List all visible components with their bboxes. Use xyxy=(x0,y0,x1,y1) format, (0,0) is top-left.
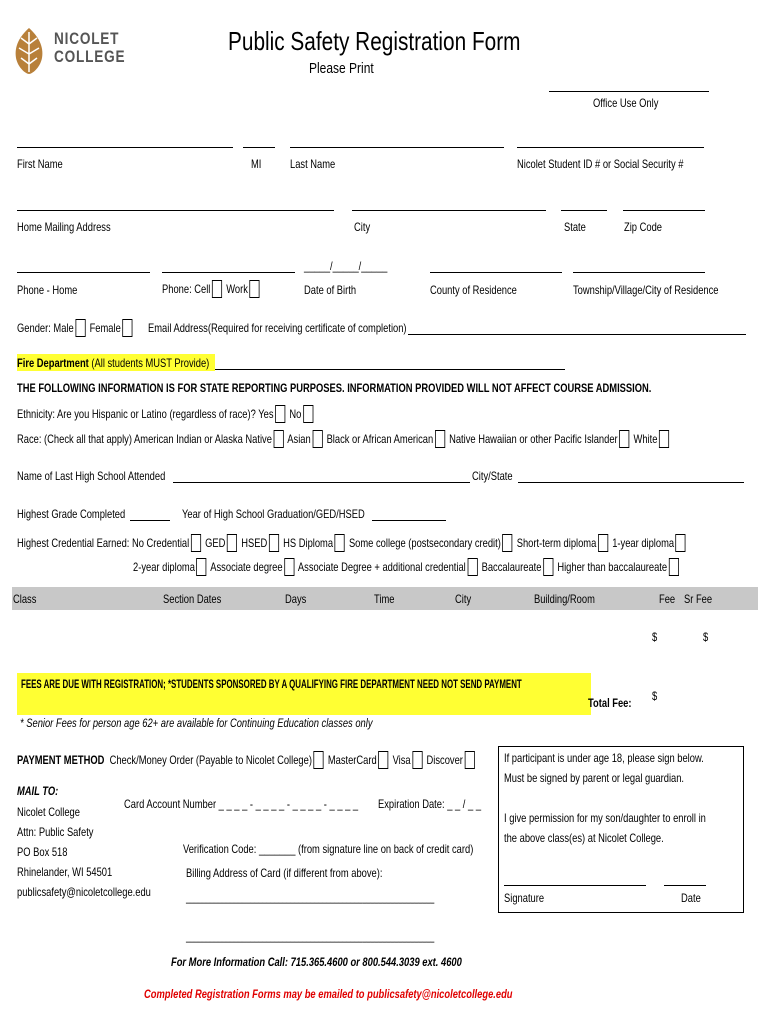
leaf-icon xyxy=(12,26,46,76)
mail-to-label: MAIL TO: xyxy=(17,784,59,798)
race-label: Race: (Check all that apply) American Indian or Alaska Native xyxy=(17,432,272,446)
race-asian-label: Asian xyxy=(287,432,311,446)
email-forms-footer: Completed Registration Forms may be emailed to publicsafety@nicoletcollege.edu xyxy=(144,987,513,1001)
first-name-field[interactable] xyxy=(17,147,233,148)
fees-notice: FEES ARE DUE WITH REGISTRATION; *STUDENTS SPONSORED BY A QUALIFYING FIRE DEPARTMENT NEED NOT SEND PAYMENT xyxy=(21,677,522,691)
city-state-field[interactable] xyxy=(518,482,744,483)
short-term-label: Short-term diploma xyxy=(516,536,597,550)
two-year-label: 2-year diploma xyxy=(133,560,195,574)
ethnicity-yes-checkbox[interactable] xyxy=(275,405,285,423)
county-label: County of Residence xyxy=(430,283,517,297)
guardian-line-4: the above class(es) at Nicolet College. xyxy=(504,831,664,845)
associate-label: Associate degree xyxy=(210,560,283,574)
short-term-checkbox[interactable] xyxy=(598,534,608,552)
county-field[interactable] xyxy=(430,272,562,273)
baccalaureate-label: Baccalaureate xyxy=(481,560,542,574)
race-white-label: White xyxy=(633,432,658,446)
phone-type-row xyxy=(162,280,261,298)
city-field[interactable] xyxy=(352,210,546,211)
guardian-line-3: I give permission for my son/daughter to enroll in xyxy=(504,811,706,825)
higher-label: Higher than baccalaureate xyxy=(557,560,668,574)
credential-row-1 xyxy=(17,534,687,552)
card-number-field[interactable]: Card Account Number _ _ _ _ - _ _ _ _ - _ _ _ _ - _ _ _ _ xyxy=(124,797,359,811)
cell-checkbox[interactable] xyxy=(212,280,222,298)
hsed-checkbox[interactable] xyxy=(269,534,279,552)
student-id-label: Nicolet Student ID # or Social Security # xyxy=(517,157,684,171)
office-use-field[interactable] xyxy=(549,91,709,92)
col-sr-fee: Sr Fee xyxy=(684,592,713,606)
state-field[interactable] xyxy=(561,210,607,211)
fire-dept-label xyxy=(17,356,209,370)
check-checkbox[interactable] xyxy=(314,751,324,769)
email-field[interactable] xyxy=(408,334,746,335)
female-checkbox[interactable] xyxy=(122,319,132,337)
phone-cell-label: Phone: Cell xyxy=(162,282,211,296)
dob-field[interactable]: _____/_____/_____ xyxy=(304,259,388,273)
last-name-field[interactable] xyxy=(290,147,504,148)
form-title: Public Safety Registration Form xyxy=(228,26,521,56)
logo-line-1: NICOLET xyxy=(54,29,120,48)
race-black-checkbox[interactable] xyxy=(435,430,445,448)
hsed-label: HSED xyxy=(241,536,268,550)
col-class: Class xyxy=(13,592,37,606)
gender-male-label: Gender: Male xyxy=(17,321,74,335)
higher-checkbox[interactable] xyxy=(669,558,679,576)
ethnicity-no-checkbox[interactable] xyxy=(303,405,313,423)
phone-home-field[interactable] xyxy=(17,272,150,273)
high-school-label: Name of Last High School Attended xyxy=(17,469,166,483)
ethnicity-label: Ethnicity: Are you Hispanic or Latino (regardless of race)? Yes xyxy=(17,407,274,421)
race-white-checkbox[interactable] xyxy=(659,430,669,448)
city-label: City xyxy=(354,220,371,234)
fire-dept-field[interactable] xyxy=(215,369,565,370)
race-native-checkbox[interactable] xyxy=(273,430,283,448)
sr-fee-dollar: $ xyxy=(703,630,709,644)
total-fee-label: Total Fee: xyxy=(588,696,632,710)
date-label: Date xyxy=(681,891,701,905)
highest-grade-label: Highest Grade Completed xyxy=(17,507,126,521)
discover-label: Discover xyxy=(426,753,463,767)
two-year-checkbox[interactable] xyxy=(196,558,206,576)
ged-label: GED xyxy=(205,536,226,550)
highest-grade-field[interactable] xyxy=(130,520,170,521)
associate-checkbox[interactable] xyxy=(284,558,294,576)
mail-address-3: PO Box 518 xyxy=(17,845,68,859)
first-name-label: First Name xyxy=(17,157,63,171)
hs-diploma-label: HS Diploma xyxy=(283,536,334,550)
credential-label: Highest Credential Earned: No Credential xyxy=(17,536,190,550)
phone-cell-field[interactable] xyxy=(162,272,295,273)
credential-row-2 xyxy=(133,558,680,576)
senior-fee-note: * Senior Fees for person age 62+ are available for Continuing Education classes only xyxy=(20,716,373,730)
grad-year-label: Year of High School Graduation/GED/HSED xyxy=(182,507,365,521)
logo-line-2: COLLEGE xyxy=(54,47,126,66)
city-state-label: City/State xyxy=(472,469,513,483)
township-label: Township/Village/City of Residence xyxy=(573,283,719,297)
township-field[interactable] xyxy=(573,272,705,273)
zip-label: Zip Code xyxy=(624,220,662,234)
ethnicity-row xyxy=(17,405,315,423)
billing-address-label: Billing Address of Card (if different from above): xyxy=(186,866,383,880)
email-label: Email Address(Required for receiving certificate of completion) xyxy=(148,321,407,335)
mi-field[interactable] xyxy=(243,147,275,148)
baccalaureate-checkbox[interactable] xyxy=(543,558,553,576)
student-id-field[interactable] xyxy=(517,147,704,148)
male-checkbox[interactable] xyxy=(75,319,85,337)
phone-home-label: Phone - Home xyxy=(17,283,78,297)
state-label: State xyxy=(564,220,586,234)
college-logo xyxy=(12,24,126,80)
guardian-signature-field[interactable] xyxy=(504,885,646,886)
form-subtitle: Please Print xyxy=(309,60,374,77)
work-label: Work xyxy=(226,282,248,296)
col-days: Days xyxy=(285,592,307,606)
mail-address-2: Attn: Public Safety xyxy=(17,825,94,839)
state-reporting-notice: THE FOLLOWING INFORMATION IS FOR STATE REPORTING PURPOSES. INFORMATION PROVIDED WILL NOT AFFECT COURSE ADMISSION. xyxy=(17,381,652,395)
col-building: Building/Room xyxy=(534,592,595,606)
col-section-dates: Section Dates xyxy=(163,592,222,606)
more-info-footer: For More Information Call: 715.365.4600 or 800.544.3039 ext. 4600 xyxy=(171,955,462,969)
mastercard-label: MasterCard xyxy=(327,753,377,767)
billing-address-line-2[interactable]: ______________________________________________________________ xyxy=(186,929,435,943)
home-address-label: Home Mailing Address xyxy=(17,220,111,234)
discover-checkbox[interactable] xyxy=(464,751,474,769)
home-address-field[interactable] xyxy=(17,210,334,211)
verification-field[interactable]: Verification Code: _______ (from signature line on back of credit card) xyxy=(183,842,474,856)
col-time: Time xyxy=(374,592,395,606)
mi-label: MI xyxy=(251,157,262,171)
col-city: City xyxy=(455,592,472,606)
race-black-label: Black or African American xyxy=(326,432,434,446)
female-label: Female xyxy=(89,321,121,335)
hs-diploma-checkbox[interactable] xyxy=(335,534,345,552)
fire-dept-label-rest: (All students MUST Provide) xyxy=(88,356,210,370)
race-hawaiian-checkbox[interactable] xyxy=(619,430,629,448)
ged-checkbox[interactable] xyxy=(227,534,237,552)
fee-dollar: $ xyxy=(652,630,658,644)
total-fee-dollar: $ xyxy=(652,689,658,703)
billing-address-line-1[interactable]: ______________________________________________________________ xyxy=(186,890,435,904)
race-asian-checkbox[interactable] xyxy=(312,430,322,448)
payment-method-label: PAYMENT METHOD xyxy=(17,753,105,767)
guardian-line-1: If participant is under age 18, please sign below. xyxy=(504,751,704,765)
one-year-checkbox[interactable] xyxy=(676,534,686,552)
mail-address-1: Nicolet College xyxy=(17,805,80,819)
office-use-label: Office Use Only xyxy=(593,96,659,110)
fire-dept-label-bold: Fire Department xyxy=(17,356,89,370)
high-school-field[interactable] xyxy=(173,482,470,483)
guardian-line-2: Must be signed by parent or legal guardian. xyxy=(504,771,685,785)
some-college-checkbox[interactable] xyxy=(502,534,512,552)
associate-plus-label: Associate Degree + additional credential xyxy=(297,560,466,574)
payment-row xyxy=(17,751,476,769)
gender-row xyxy=(17,319,134,337)
work-checkbox[interactable] xyxy=(249,280,259,298)
last-name-label: Last Name xyxy=(290,157,336,171)
signature-label: Signature xyxy=(504,891,545,905)
one-year-label: 1-year diploma xyxy=(612,536,675,550)
guardian-date-field[interactable] xyxy=(664,885,706,886)
ethnicity-no-label: No xyxy=(289,407,302,421)
some-college-label: Some college (postsecondary credit) xyxy=(348,536,501,550)
grad-year-field[interactable] xyxy=(372,520,446,521)
mastercard-checkbox[interactable] xyxy=(378,751,388,769)
associate-plus-checkbox[interactable] xyxy=(467,558,477,576)
col-fee: Fee xyxy=(659,592,676,606)
race-row xyxy=(17,430,671,448)
mail-address-4: Rhinelander, WI 54501 xyxy=(17,865,113,879)
zip-field[interactable] xyxy=(623,210,705,211)
visa-checkbox[interactable] xyxy=(412,751,422,769)
race-hawaiian-label: Native Hawaiian or other Pacific Islander xyxy=(449,432,618,446)
check-label: Check/Money Order (Payable to Nicolet College) xyxy=(109,753,312,767)
no-credential-checkbox[interactable] xyxy=(191,534,201,552)
dob-label: Date of Birth xyxy=(304,283,357,297)
expiration-field[interactable]: Expiration Date: _ _ / _ _ xyxy=(378,797,482,811)
visa-label: Visa xyxy=(392,753,411,767)
mail-address-5: publicsafety@nicoletcollege.edu xyxy=(17,885,151,899)
